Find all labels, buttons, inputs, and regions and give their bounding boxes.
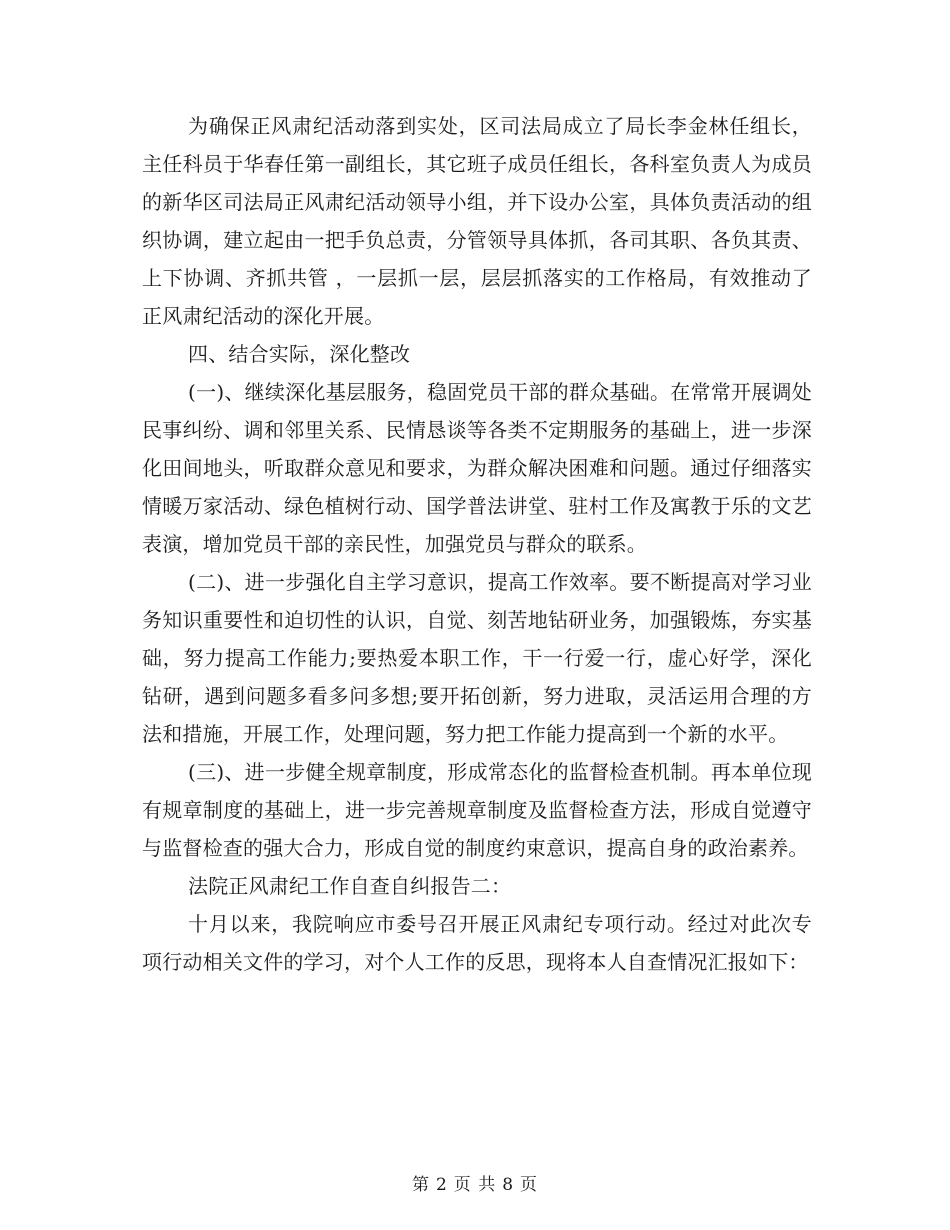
page-label-suffix: 页: [520, 1175, 539, 1195]
total-pages-number: 8: [502, 1175, 515, 1195]
section-heading-rectification: 四、结合实际，深化整改: [188, 342, 411, 366]
paragraph-self-study: (二)、进一步强化自主学习意识，提高工作效率。要不断提高对学习业务知识重要性和迫切性的认识，自觉、刻苦地钻研业务，加强锻炼，夯实基础，努力提高工作能力;要热爱本职工作，干一行爱一行，虚心好学，深化钻研，遇到问题多看多问多想;要开拓创新，努力进取，灵活运用合理的方法和措施，开展工作，处理问题，努力把工作能力提高到一个新的水平。: [142, 570, 812, 746]
paragraph-leadership-group: 为确保正风肃纪活动落到实处，区司法局成立了局长李金林任组长，主任科员于华春任第一副组长，其它班子成员任组长，各科室负责人为成员的新华区司法局正风肃纪活动领导小组，并下设办公室，具体负责活动的组织协调，建立起由一把手负总责，分管领导具体抓，各司其职、各负其责、上下协调、齐抓共管 ，一层抓一层，层层抓落实的工作格局，有效推动了正风肃纪活动的深化开展。: [142, 114, 812, 328]
document-body: [142, 107, 812, 981]
paragraph-grassroots-service: (一)、继续深化基层服务，稳固党员干部的群众基础。在常常开展调处民事纠纷、调和邻里关系、民情恳谈等各类不定期服务的基础上，进一步深化田间地头，听取群众意见和要求，为群众解决困难和问题。通过仔细落实情暖万家活动、绿色植树行动、国学普法讲堂、驻村工作及寓教于乐的文艺表演，增加党员干部的亲民性，加强党员与群众的联系。: [142, 380, 812, 556]
page-label-mid: 页 共: [453, 1175, 497, 1195]
page-label-prefix: 第: [411, 1175, 430, 1195]
paragraph-report-two-intro: 十月以来，我院响应市委号召开展正风肃纪专项行动。经过对此次专项行动相关文件的学习，对个人工作的反思，现将本人自查情况汇报如下：: [142, 912, 812, 974]
report-two-title: 法院正风肃纪工作自查自纠报告二：: [188, 874, 512, 898]
page-footer: [0, 1170, 950, 1195]
paragraph-rules-system: (三)、进一步健全规章制度，形成常态化的监督检查机制。再本单位现有规章制度的基础上，进一步完善规章制度及监督检查方法，形成自觉遵守与监督检查的强大合力，形成自觉的制度约束意识，提高自身的政治素养。: [142, 760, 812, 860]
current-page-number: 2: [435, 1175, 448, 1195]
